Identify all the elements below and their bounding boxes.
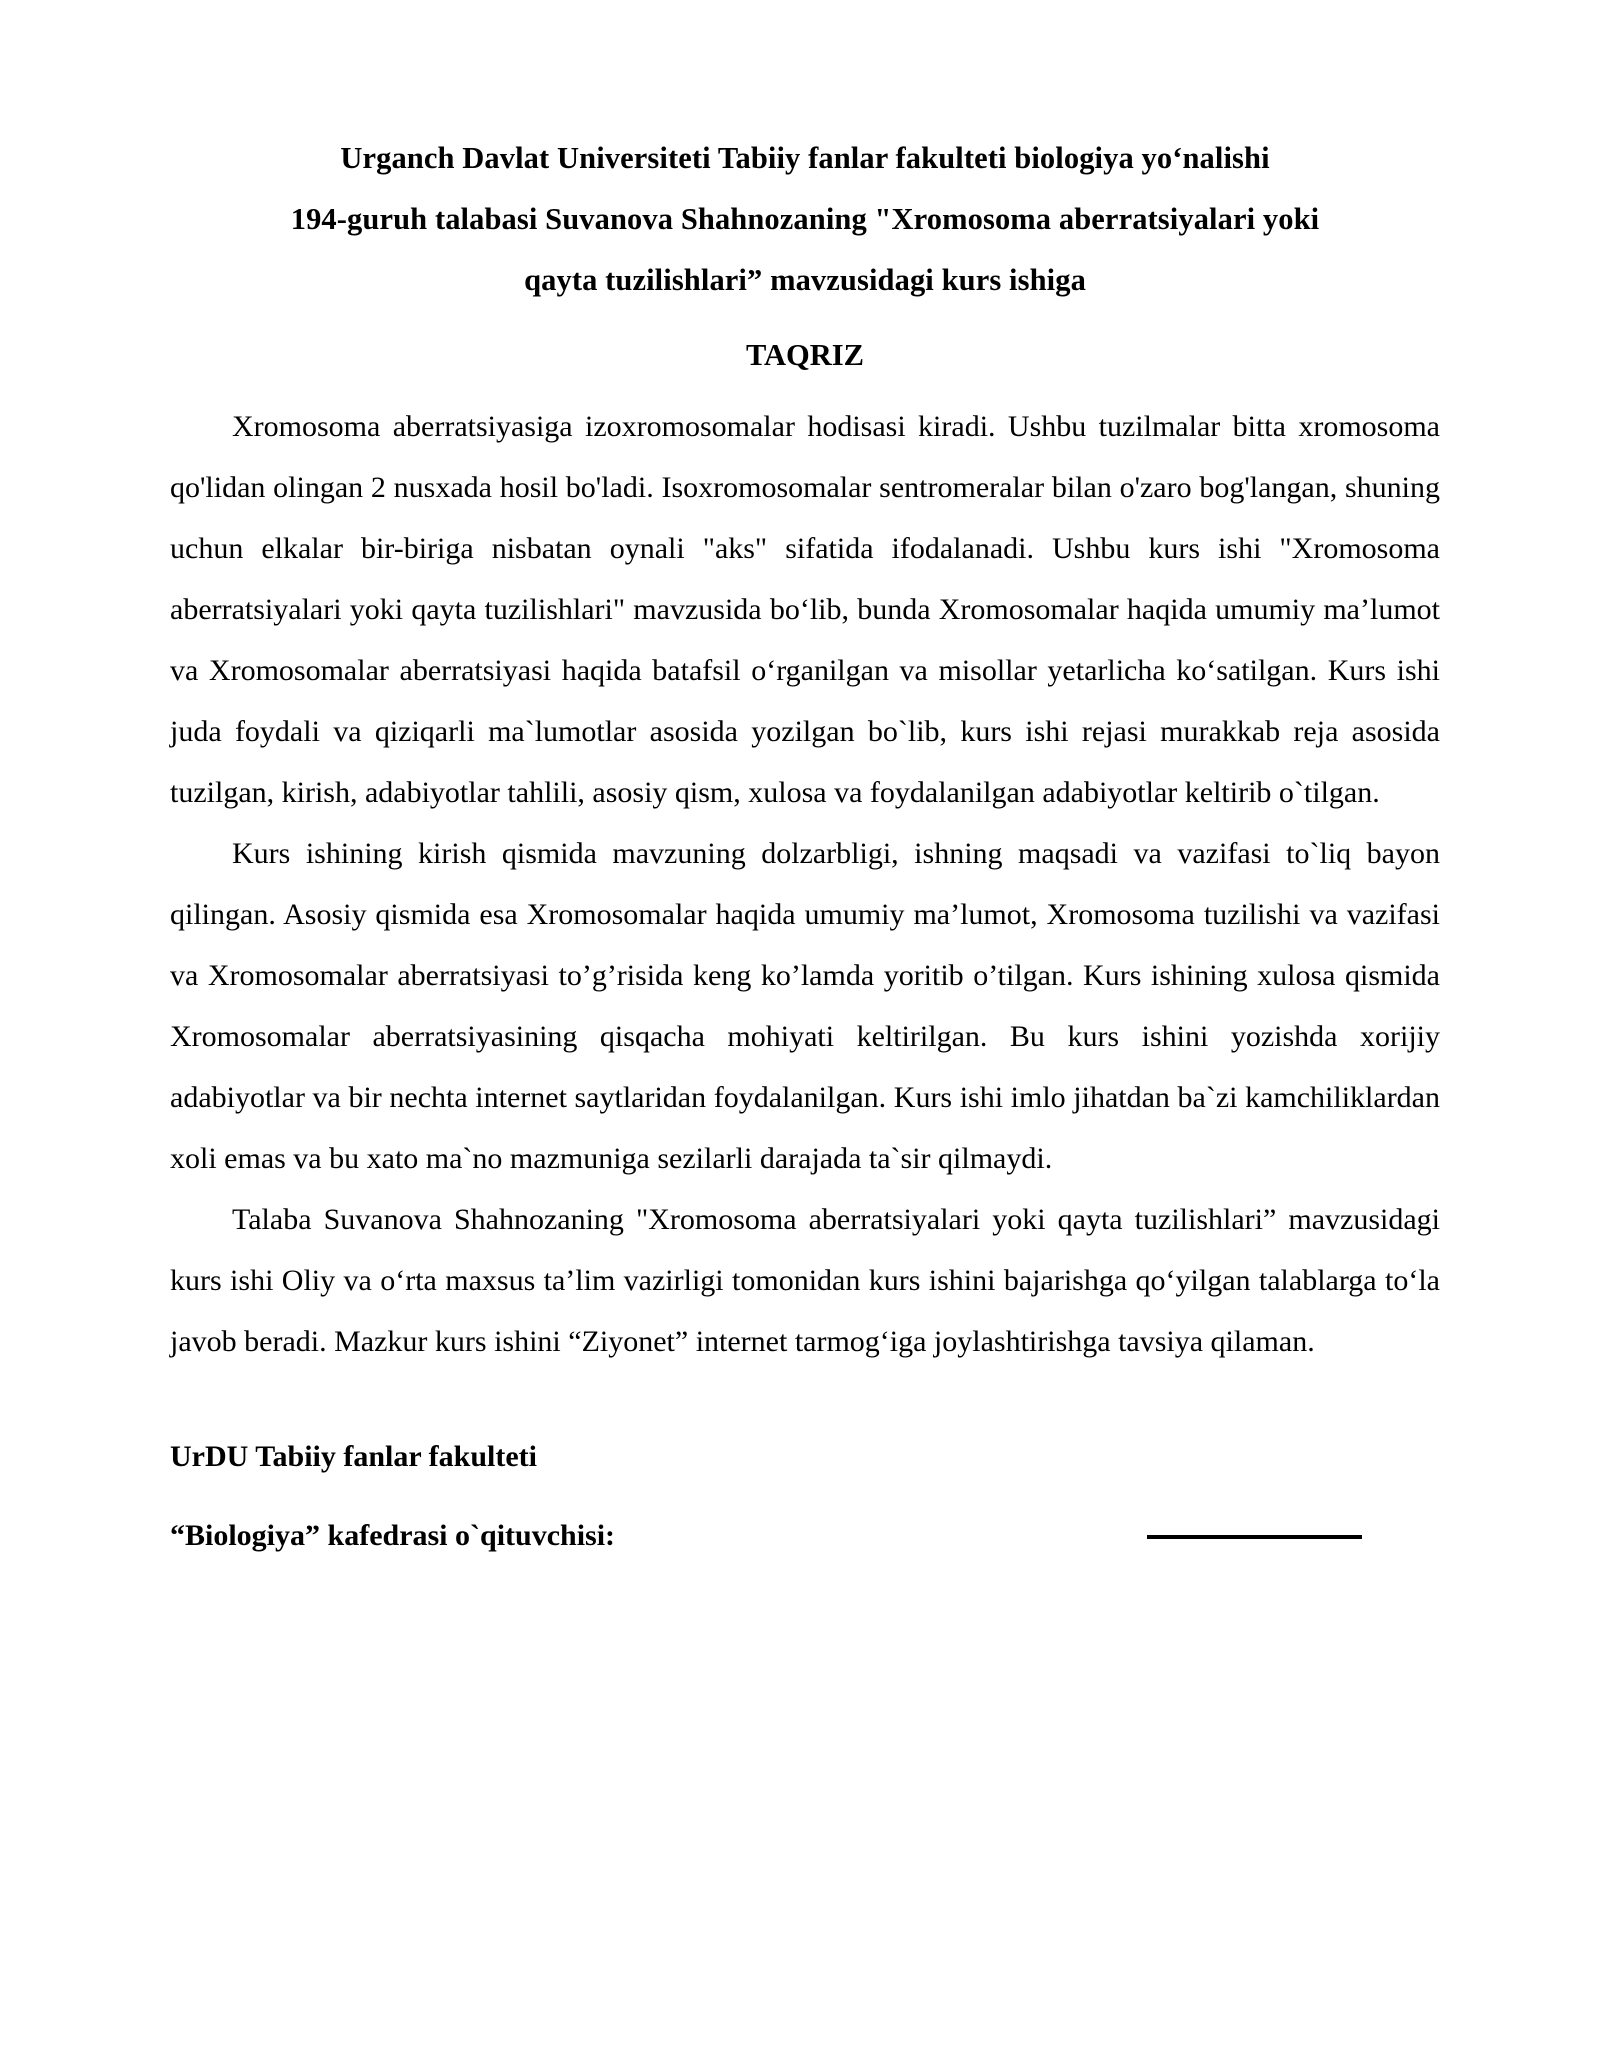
signature-rule-wrap xyxy=(615,1541,1440,1545)
signature-faculty-label: UrDU Tabiiy fanlar fakulteti xyxy=(170,1440,537,1473)
section-title-taqriz: TAQRIZ xyxy=(745,338,865,372)
body-paragraph-1: Xromosoma aberratsiyasiga izoxromosomalar hodisasi kiradi. Ushbu tuzilmalar bitta xromosoma qo'lidan olingan 2 nusxada hosil bo'ladi. Isoxromosomalar sentromeralar bilan o'zaro bog'langan, shuning uchun elkalar bir-biriga nisbatan oynali "aks" sifatida ifodalanadi. Ushbu kurs ishi "Xromosoma aberratsiyalari yoki qayta tuzilishlari" mavzusida bo‘lib, bunda Xromosomalar haqida umumiy ma’lumot va Xromosomalar aberratsiyasi haqida batafsil o‘rganilgan va misollar yetarlicha ko‘satilgan. Kurs ishi juda foydali va qiziqarli ma`lumotlar asosida yozilgan bo`lib, kurs ishi rejasi murakkab reja asosida tuzilgan, kirish, adabiyotlar tahlili, asosiy qism, xulosa va foydalanilgan adabiyotlar keltirib o`tilgan. xyxy=(170,410,1440,809)
signature-role-label: “Biologiya” kafedrasi o`qituvchisi: xyxy=(170,1519,616,1552)
document-heading xyxy=(170,128,1440,311)
heading-line-1: Urganch Davlat Universiteti Tabiiy fanlar fakulteti biologiya yo‘nalishi xyxy=(340,141,1270,175)
heading-line-2: 194-guruh talabasi Suvanova Shahnozaning "Xromosoma aberratsiyalari yoki xyxy=(290,202,1320,236)
signature-line xyxy=(1147,1535,1362,1539)
signature-spacer xyxy=(170,1487,1440,1505)
signature-block xyxy=(170,1426,1440,1566)
body-paragraph-3: Talaba Suvanova Shahnozaning "Xromosoma aberratsiyalari yoki qayta tuzilishlari” mavzusidagi kurs ishi Oliy va o‘rta maxsus ta’lim vazirligi tomonidan kurs ishini bajarishga qo‘yilgan talablarga to‘la javob beradi. Mazkur kurs ishini “Ziyonet” internet tarmog‘iga joylashtirishga tavsiya qilaman. xyxy=(170,1203,1440,1358)
signature-faculty-row xyxy=(170,1426,1440,1487)
heading-line-3: qayta tuzilishlari” mavzusidagi kurs ishiga xyxy=(524,263,1086,297)
signature-role-row xyxy=(170,1505,1440,1566)
body-paragraph-2: Kurs ishining kirish qismida mavzuning dolzarbligi, ishning maqsadi va vazifasi to`liq bayon qilingan. Asosiy qismida esa Xromosomalar haqida umumiy ma’lumot, Xromosoma tuzilishi va vazifasi va Xromosomalar aberratsiyasi to’g’risida keng ko’lamda yoritib o’tilgan. Kurs ishining xulosa qismida Xromosomalar aberratsiyasining qisqacha mohiyati keltirilgan. Bu kurs ishini yozishda xorijiy adabiyotlar va bir nechta internet saytlaridan foydalanilgan. Kurs ishi imlo jihatdan ba`zi kamchiliklardan xoli emas va bu xato ma`no mazmuniga sezilarli darajada ta`sir qilmaydi. xyxy=(170,837,1440,1175)
